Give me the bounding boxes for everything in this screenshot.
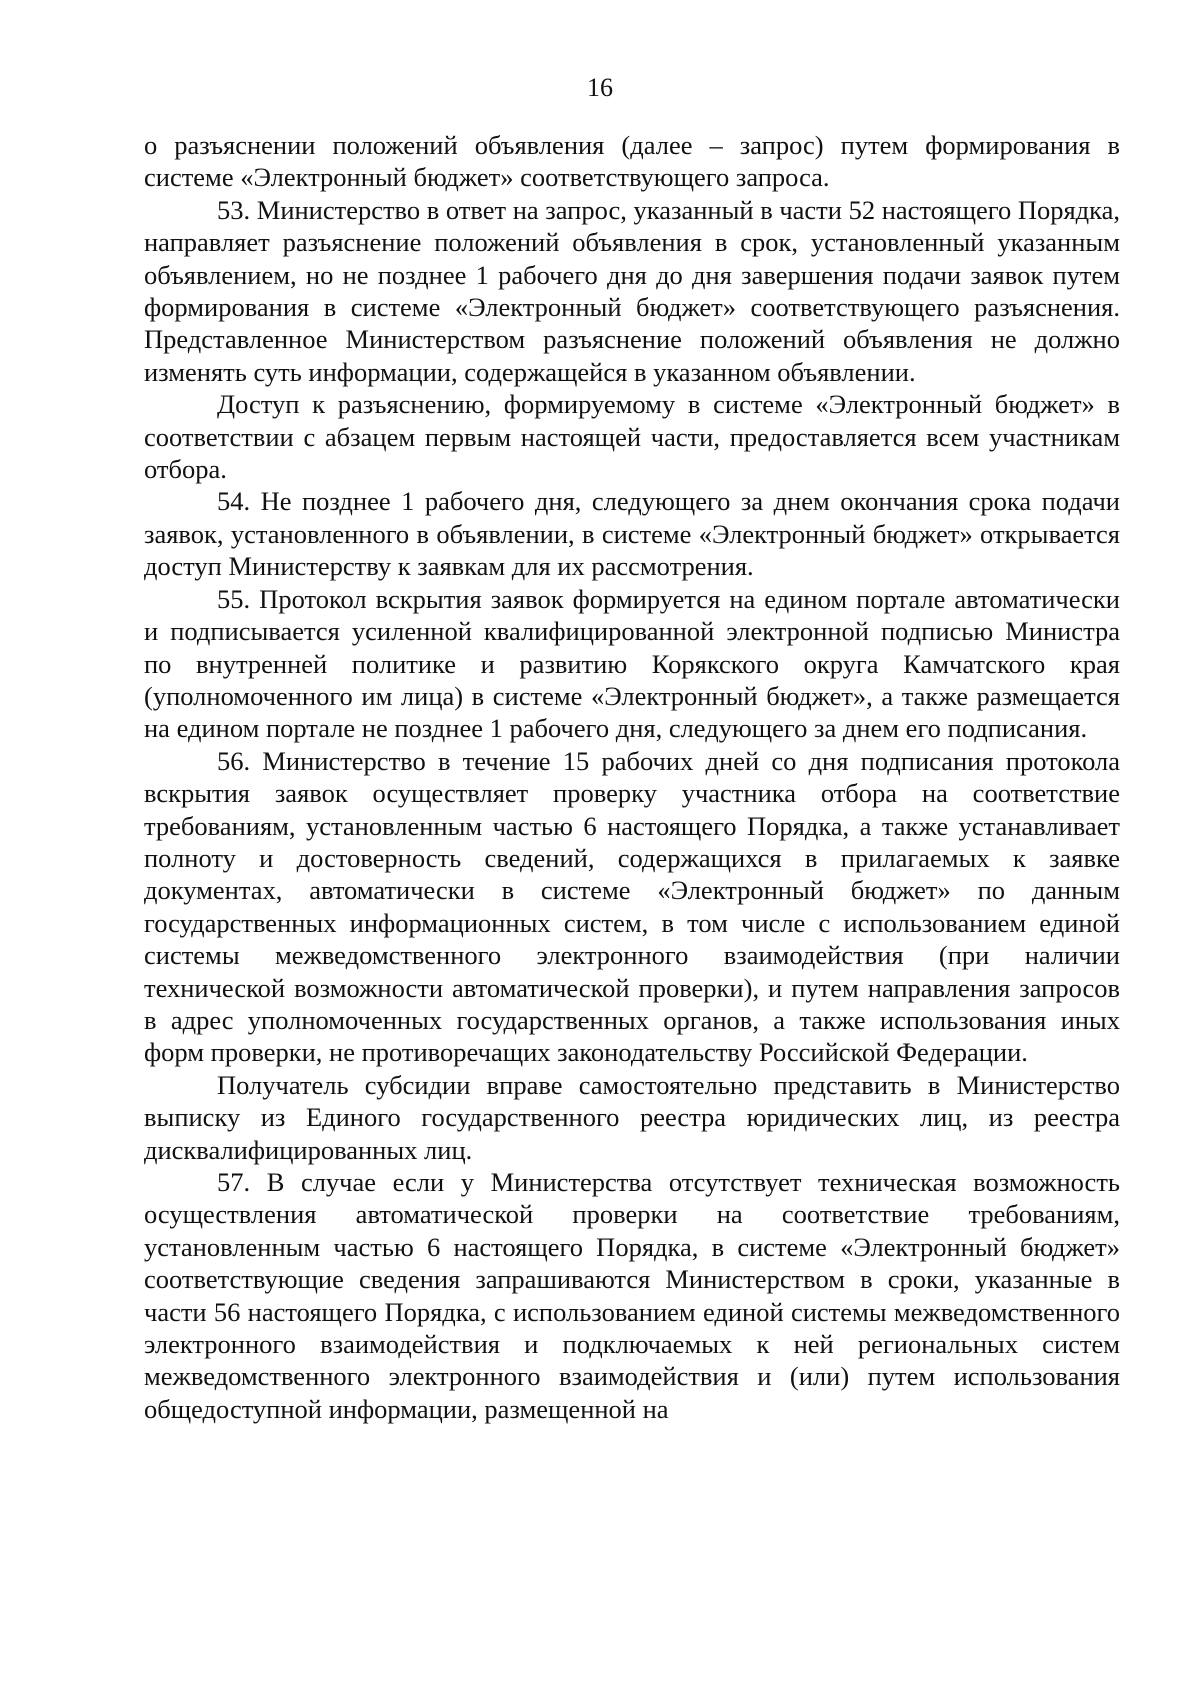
page-number: 16 bbox=[587, 73, 613, 102]
paragraph-54: 54. Не позднее 1 рабочего дня, следующего за днем окончания срока подачи заявок, установленного в объявлении, в системе «Электронный бюджет» открывается доступ Министерству к заявкам для их рассмотрения. bbox=[144, 486, 1120, 582]
paragraph-continuation: о разъяснении положений объявления (далее – запрос) путем формирования в системе «Электронный бюджет» соответствующего запроса. bbox=[144, 130, 1120, 193]
paragraph-57: 57. В случае если у Министерства отсутствует техническая возможность осуществления автоматической проверки на соответствие требованиям, установленным частью 6 настоящего Порядка, в системе «Электронный бюджет» соответствующие сведения запрашиваются Министерством в сроки, указанные в части 56 настоящего Порядка, с использованием единой системы межведомственного электронного взаимодействия и подключаемых к ней региональных систем межведомственного электронного взаимодействия и (или) путем использования общедоступной информации, размещенной на bbox=[144, 1167, 1120, 1424]
paragraph-55: 55. Протокол вскрытия заявок формируется на едином портале автоматически и подписывается усиленной квалифицированной электронной подписью Министра по внутренней политике и развитию Корякского округа Камчатского края (уполномоченного им лица) в системе «Электронный бюджет», а также размещается на едином портале не позднее 1 рабочего дня, следующего за днем его подписания. bbox=[144, 583, 1120, 744]
document-body bbox=[144, 129, 1120, 1425]
paragraph-56: 56. Министерство в течение 15 рабочих дней со дня подписания протокола вскрытия заявок осуществляет проверку участника отбора на соответствие требованиям, установленным частью 6 настоящего Порядка, а также устанавливает полноту и достоверность сведений, содержащихся в прилагаемых к заявке документах, автоматически в системе «Электронный бюджет» по данным государственных информационных систем, в том числе с использованием единой системы межведомственного электронного взаимодействия (при наличии технической возможности автоматической проверки), и путем направления запросов в адрес уполномоченных государственных органов, а также использования иных форм проверки, не противоречащих законодательству Российской Федерации. bbox=[144, 745, 1120, 1068]
paragraph-53-access: Доступ к разъяснению, формируемому в системе «Электронный бюджет» в соответствии с абзацем первым настоящей части, предоставляется всем участникам отбора. bbox=[144, 389, 1120, 485]
paragraph-53: 53. Министерство в ответ на запрос, указанный в части 52 настоящего Порядка, направляет разъяснение положений объявления в срок, установленный указанным объявлением, но не позднее 1 рабочего дня до дня завершения подачи заявок путем формирования в системе «Электронный бюджет» соответствующего разъяснения. Представленное Министерством разъяснение положений объявления не должно изменять суть информации, содержащейся в указанном объявлении. bbox=[144, 194, 1120, 387]
paragraph-56-recipient: Получатель субсидии вправе самостоятельно представить в Министерство выписку из Единого государственного реестра юридических лиц, из реестра дисквалифицированных лиц. bbox=[144, 1069, 1120, 1165]
